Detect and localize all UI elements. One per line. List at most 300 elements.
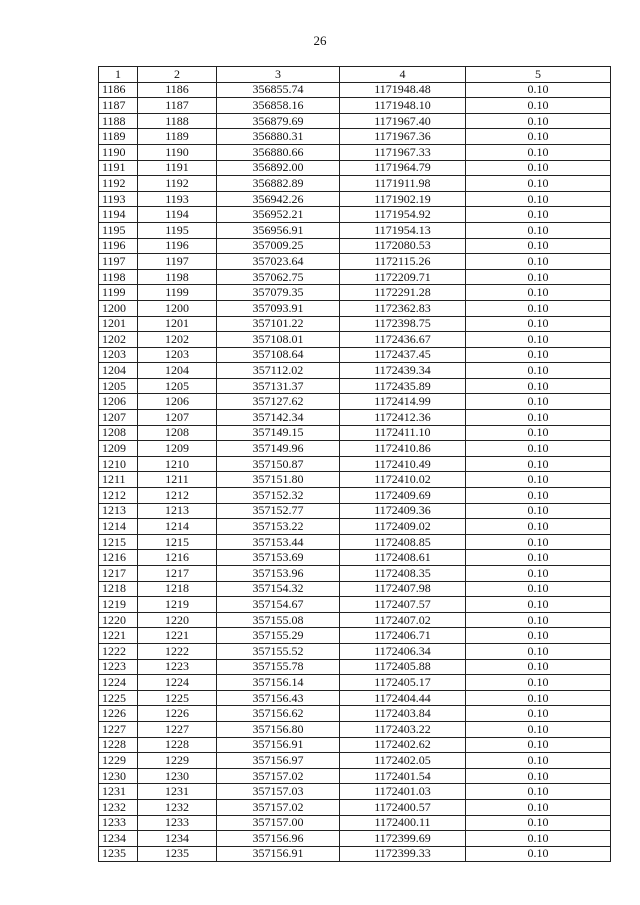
cell-x-coordinate: 357079.35	[217, 285, 340, 301]
cell-point-label: 1209	[138, 441, 217, 457]
table-row	[99, 503, 611, 519]
table-row	[99, 597, 611, 613]
cell-y-coordinate: 1172115.26	[340, 254, 466, 270]
cell-accuracy: 0.10	[466, 222, 611, 238]
cell-x-coordinate: 357127.62	[217, 394, 340, 410]
cell-point-number: 1199	[99, 285, 138, 301]
cell-accuracy: 0.10	[466, 628, 611, 644]
cell-accuracy: 0.10	[466, 363, 611, 379]
table-row	[99, 285, 611, 301]
table-row	[99, 160, 611, 176]
cell-y-coordinate: 1172407.57	[340, 597, 466, 613]
cell-y-coordinate: 1172412.36	[340, 410, 466, 426]
table-row	[99, 550, 611, 566]
table-row	[99, 690, 611, 706]
table-row	[99, 238, 611, 254]
cell-point-number: 1197	[99, 254, 138, 270]
cell-x-coordinate: 357155.08	[217, 612, 340, 628]
cell-accuracy: 0.10	[466, 550, 611, 566]
cell-x-coordinate: 357157.02	[217, 799, 340, 815]
cell-y-coordinate: 1172291.28	[340, 285, 466, 301]
cell-y-coordinate: 1172209.71	[340, 269, 466, 285]
cell-x-coordinate: 357093.91	[217, 300, 340, 316]
cell-accuracy: 0.10	[466, 378, 611, 394]
cell-accuracy: 0.10	[466, 160, 611, 176]
cell-accuracy: 0.10	[466, 706, 611, 722]
cell-point-number: 1196	[99, 238, 138, 254]
cell-accuracy: 0.10	[466, 815, 611, 831]
cell-y-coordinate: 1172408.61	[340, 550, 466, 566]
cell-point-number: 1230	[99, 768, 138, 784]
cell-x-coordinate: 357156.91	[217, 846, 340, 862]
cell-y-coordinate: 1172406.71	[340, 628, 466, 644]
cell-x-coordinate: 357156.14	[217, 675, 340, 691]
cell-y-coordinate: 1172439.34	[340, 363, 466, 379]
cell-point-number: 1232	[99, 799, 138, 815]
cell-y-coordinate: 1172403.84	[340, 706, 466, 722]
cell-point-label: 1226	[138, 706, 217, 722]
cell-accuracy: 0.10	[466, 643, 611, 659]
cell-x-coordinate: 357149.15	[217, 425, 340, 441]
table-row	[99, 316, 611, 332]
cell-point-number: 1231	[99, 784, 138, 800]
cell-point-label: 1197	[138, 254, 217, 270]
cell-x-coordinate: 357156.96	[217, 831, 340, 847]
cell-accuracy: 0.10	[466, 519, 611, 535]
cell-accuracy: 0.10	[466, 425, 611, 441]
cell-point-number: 1234	[99, 831, 138, 847]
table-row	[99, 753, 611, 769]
cell-accuracy: 0.10	[466, 254, 611, 270]
cell-y-coordinate: 1172362.83	[340, 300, 466, 316]
cell-y-coordinate: 1172408.85	[340, 534, 466, 550]
cell-y-coordinate: 1172401.54	[340, 768, 466, 784]
cell-y-coordinate: 1172404.44	[340, 690, 466, 706]
cell-accuracy: 0.10	[466, 784, 611, 800]
cell-accuracy: 0.10	[466, 612, 611, 628]
cell-point-number: 1220	[99, 612, 138, 628]
cell-accuracy: 0.10	[466, 410, 611, 426]
cell-accuracy: 0.10	[466, 113, 611, 129]
cell-accuracy: 0.10	[466, 488, 611, 504]
cell-y-coordinate: 1172410.86	[340, 441, 466, 457]
table-row	[99, 207, 611, 223]
cell-point-label: 1191	[138, 160, 217, 176]
cell-y-coordinate: 1172409.02	[340, 519, 466, 535]
table-row	[99, 628, 611, 644]
table-row	[99, 784, 611, 800]
table-row	[99, 441, 611, 457]
cell-x-coordinate: 357152.32	[217, 488, 340, 504]
cell-y-coordinate: 1171948.10	[340, 98, 466, 114]
cell-point-label: 1204	[138, 363, 217, 379]
table-body	[99, 82, 611, 862]
cell-point-label: 1218	[138, 581, 217, 597]
cell-accuracy: 0.10	[466, 285, 611, 301]
cell-point-label: 1203	[138, 347, 217, 363]
cell-point-number: 1189	[99, 129, 138, 145]
cell-y-coordinate: 1172402.62	[340, 737, 466, 753]
cell-y-coordinate: 1172407.02	[340, 612, 466, 628]
cell-point-label: 1199	[138, 285, 217, 301]
cell-point-label: 1200	[138, 300, 217, 316]
cell-y-coordinate: 1172399.33	[340, 846, 466, 862]
cell-point-label: 1223	[138, 659, 217, 675]
page-number: 26	[313, 33, 327, 48]
cell-x-coordinate: 356952.21	[217, 207, 340, 223]
cell-point-number: 1193	[99, 191, 138, 207]
table-row	[99, 566, 611, 582]
cell-y-coordinate: 1172436.67	[340, 332, 466, 348]
cell-point-label: 1222	[138, 643, 217, 659]
cell-point-number: 1219	[99, 597, 138, 613]
cell-point-label: 1198	[138, 269, 217, 285]
column-header: 5	[466, 67, 611, 83]
cell-y-coordinate: 1172398.75	[340, 316, 466, 332]
cell-point-number: 1201	[99, 316, 138, 332]
cell-accuracy: 0.10	[466, 269, 611, 285]
table-row	[99, 706, 611, 722]
cell-x-coordinate: 357154.67	[217, 597, 340, 613]
cell-point-label: 1233	[138, 815, 217, 831]
cell-y-coordinate: 1172406.34	[340, 643, 466, 659]
cell-point-number: 1223	[99, 659, 138, 675]
cell-point-label: 1192	[138, 176, 217, 192]
cell-accuracy: 0.10	[466, 144, 611, 160]
cell-y-coordinate: 1172080.53	[340, 238, 466, 254]
cell-point-number: 1190	[99, 144, 138, 160]
cell-point-label: 1205	[138, 378, 217, 394]
cell-accuracy: 0.10	[466, 846, 611, 862]
cell-accuracy: 0.10	[466, 332, 611, 348]
cell-x-coordinate: 357154.32	[217, 581, 340, 597]
table-row	[99, 799, 611, 815]
table-row	[99, 534, 611, 550]
table-row	[99, 472, 611, 488]
cell-point-label: 1229	[138, 753, 217, 769]
table-row	[99, 191, 611, 207]
cell-x-coordinate: 357151.80	[217, 472, 340, 488]
table-row	[99, 332, 611, 348]
cell-point-number: 1204	[99, 363, 138, 379]
table-row	[99, 144, 611, 160]
cell-point-label: 1210	[138, 456, 217, 472]
cell-x-coordinate: 357153.69	[217, 550, 340, 566]
cell-point-number: 1221	[99, 628, 138, 644]
cell-accuracy: 0.10	[466, 597, 611, 613]
cell-point-label: 1186	[138, 82, 217, 98]
cell-x-coordinate: 357112.02	[217, 363, 340, 379]
cell-accuracy: 0.10	[466, 456, 611, 472]
table-row	[99, 98, 611, 114]
cell-y-coordinate: 1171902.19	[340, 191, 466, 207]
cell-point-label: 1196	[138, 238, 217, 254]
cell-accuracy: 0.10	[466, 659, 611, 675]
cell-x-coordinate: 357156.62	[217, 706, 340, 722]
cell-y-coordinate: 1172400.57	[340, 799, 466, 815]
cell-point-label: 1202	[138, 332, 217, 348]
table-row	[99, 846, 611, 862]
cell-point-number: 1211	[99, 472, 138, 488]
cell-point-label: 1206	[138, 394, 217, 410]
table-row	[99, 612, 611, 628]
table-row	[99, 831, 611, 847]
cell-point-number: 1188	[99, 113, 138, 129]
cell-point-label: 1214	[138, 519, 217, 535]
cell-accuracy: 0.10	[466, 737, 611, 753]
cell-x-coordinate: 357157.03	[217, 784, 340, 800]
table-row	[99, 815, 611, 831]
cell-accuracy: 0.10	[466, 441, 611, 457]
table-row	[99, 675, 611, 691]
cell-point-label: 1221	[138, 628, 217, 644]
cell-point-label: 1193	[138, 191, 217, 207]
cell-y-coordinate: 1172414.99	[340, 394, 466, 410]
cell-point-number: 1222	[99, 643, 138, 659]
cell-y-coordinate: 1171954.13	[340, 222, 466, 238]
cell-accuracy: 0.10	[466, 472, 611, 488]
cell-x-coordinate: 357155.29	[217, 628, 340, 644]
cell-point-number: 1200	[99, 300, 138, 316]
cell-accuracy: 0.10	[466, 831, 611, 847]
cell-point-label: 1225	[138, 690, 217, 706]
cell-y-coordinate: 1172401.03	[340, 784, 466, 800]
cell-x-coordinate: 356882.89	[217, 176, 340, 192]
cell-point-label: 1234	[138, 831, 217, 847]
table-row	[99, 378, 611, 394]
cell-y-coordinate: 1171967.33	[340, 144, 466, 160]
cell-point-number: 1205	[99, 378, 138, 394]
cell-point-number: 1215	[99, 534, 138, 550]
cell-point-label: 1208	[138, 425, 217, 441]
cell-x-coordinate: 357152.77	[217, 503, 340, 519]
cell-point-number: 1207	[99, 410, 138, 426]
cell-x-coordinate: 356880.66	[217, 144, 340, 160]
cell-point-number: 1218	[99, 581, 138, 597]
table-row	[99, 269, 611, 285]
cell-y-coordinate: 1172410.02	[340, 472, 466, 488]
cell-y-coordinate: 1172403.22	[340, 721, 466, 737]
cell-x-coordinate: 357023.64	[217, 254, 340, 270]
cell-point-number: 1226	[99, 706, 138, 722]
cell-point-label: 1227	[138, 721, 217, 737]
cell-point-number: 1210	[99, 456, 138, 472]
cell-y-coordinate: 1172408.35	[340, 566, 466, 582]
cell-point-label: 1201	[138, 316, 217, 332]
cell-x-coordinate: 356942.26	[217, 191, 340, 207]
cell-point-label: 1215	[138, 534, 217, 550]
cell-point-number: 1209	[99, 441, 138, 457]
cell-accuracy: 0.10	[466, 768, 611, 784]
cell-point-label: 1194	[138, 207, 217, 223]
cell-y-coordinate: 1172402.05	[340, 753, 466, 769]
table-row	[99, 300, 611, 316]
cell-y-coordinate: 1172409.69	[340, 488, 466, 504]
table-row	[99, 488, 611, 504]
cell-accuracy: 0.10	[466, 675, 611, 691]
column-header: 4	[340, 67, 466, 83]
cell-y-coordinate: 1172435.89	[340, 378, 466, 394]
cell-x-coordinate: 357155.52	[217, 643, 340, 659]
cell-x-coordinate: 357009.25	[217, 238, 340, 254]
table-row	[99, 643, 611, 659]
cell-x-coordinate: 357155.78	[217, 659, 340, 675]
cell-point-label: 1219	[138, 597, 217, 613]
cell-point-number: 1194	[99, 207, 138, 223]
cell-point-number: 1203	[99, 347, 138, 363]
cell-point-label: 1187	[138, 98, 217, 114]
cell-x-coordinate: 357062.75	[217, 269, 340, 285]
cell-accuracy: 0.10	[466, 503, 611, 519]
table-row	[99, 456, 611, 472]
column-header: 2	[138, 67, 217, 83]
cell-point-number: 1212	[99, 488, 138, 504]
table-row	[99, 659, 611, 675]
table-row	[99, 113, 611, 129]
cell-accuracy: 0.10	[466, 721, 611, 737]
cell-point-number: 1213	[99, 503, 138, 519]
cell-point-label: 1195	[138, 222, 217, 238]
cell-point-label: 1230	[138, 768, 217, 784]
cell-point-number: 1214	[99, 519, 138, 535]
cell-point-number: 1227	[99, 721, 138, 737]
cell-point-number: 1206	[99, 394, 138, 410]
cell-point-label: 1212	[138, 488, 217, 504]
table-row	[99, 254, 611, 270]
cell-point-label: 1211	[138, 472, 217, 488]
cell-x-coordinate: 357156.80	[217, 721, 340, 737]
table-row	[99, 129, 611, 145]
table-row	[99, 581, 611, 597]
cell-y-coordinate: 1172405.88	[340, 659, 466, 675]
table-row	[99, 425, 611, 441]
cell-accuracy: 0.10	[466, 534, 611, 550]
cell-y-coordinate: 1172407.98	[340, 581, 466, 597]
cell-x-coordinate: 357142.34	[217, 410, 340, 426]
cell-point-number: 1202	[99, 332, 138, 348]
cell-y-coordinate: 1171967.40	[340, 113, 466, 129]
table-row	[99, 737, 611, 753]
cell-x-coordinate: 357157.00	[217, 815, 340, 831]
cell-point-label: 1224	[138, 675, 217, 691]
cell-x-coordinate: 357108.64	[217, 347, 340, 363]
cell-x-coordinate: 357157.02	[217, 768, 340, 784]
cell-accuracy: 0.10	[466, 799, 611, 815]
cell-point-number: 1186	[99, 82, 138, 98]
cell-accuracy: 0.10	[466, 207, 611, 223]
cell-accuracy: 0.10	[466, 238, 611, 254]
table-header-row	[99, 67, 611, 83]
table-row	[99, 768, 611, 784]
cell-x-coordinate: 356879.69	[217, 113, 340, 129]
cell-point-label: 1235	[138, 846, 217, 862]
cell-point-number: 1233	[99, 815, 138, 831]
table-row	[99, 363, 611, 379]
cell-x-coordinate: 356858.16	[217, 98, 340, 114]
cell-point-label: 1220	[138, 612, 217, 628]
cell-point-label: 1207	[138, 410, 217, 426]
cell-point-number: 1225	[99, 690, 138, 706]
cell-x-coordinate: 357150.87	[217, 456, 340, 472]
cell-point-number: 1191	[99, 160, 138, 176]
cell-point-number: 1208	[99, 425, 138, 441]
cell-accuracy: 0.10	[466, 316, 611, 332]
table-row	[99, 82, 611, 98]
table-row	[99, 394, 611, 410]
cell-point-number: 1235	[99, 846, 138, 862]
cell-point-number: 1216	[99, 550, 138, 566]
cell-y-coordinate: 1172409.36	[340, 503, 466, 519]
cell-x-coordinate: 357156.43	[217, 690, 340, 706]
cell-y-coordinate: 1171948.48	[340, 82, 466, 98]
cell-point-label: 1228	[138, 737, 217, 753]
cell-x-coordinate: 357149.96	[217, 441, 340, 457]
cell-point-number: 1198	[99, 269, 138, 285]
cell-y-coordinate: 1172400.11	[340, 815, 466, 831]
cell-y-coordinate: 1171954.92	[340, 207, 466, 223]
cell-point-label: 1217	[138, 566, 217, 582]
cell-point-number: 1217	[99, 566, 138, 582]
cell-y-coordinate: 1171967.36	[340, 129, 466, 145]
cell-y-coordinate: 1172405.17	[340, 675, 466, 691]
column-header: 1	[99, 67, 138, 83]
cell-accuracy: 0.10	[466, 129, 611, 145]
cell-x-coordinate: 357131.37	[217, 378, 340, 394]
table-row	[99, 410, 611, 426]
coordinates-table	[98, 66, 611, 862]
cell-point-number: 1228	[99, 737, 138, 753]
cell-accuracy: 0.10	[466, 98, 611, 114]
cell-x-coordinate: 357153.44	[217, 534, 340, 550]
cell-x-coordinate: 356892.00	[217, 160, 340, 176]
cell-point-label: 1190	[138, 144, 217, 160]
cell-accuracy: 0.10	[466, 176, 611, 192]
cell-accuracy: 0.10	[466, 347, 611, 363]
cell-y-coordinate: 1171911.98	[340, 176, 466, 192]
cell-point-label: 1232	[138, 799, 217, 815]
cell-x-coordinate: 356956.91	[217, 222, 340, 238]
cell-x-coordinate: 356855.74	[217, 82, 340, 98]
cell-point-number: 1229	[99, 753, 138, 769]
cell-point-label: 1213	[138, 503, 217, 519]
cell-point-label: 1231	[138, 784, 217, 800]
cell-x-coordinate: 357101.22	[217, 316, 340, 332]
cell-accuracy: 0.10	[466, 82, 611, 98]
column-header: 3	[217, 67, 340, 83]
cell-x-coordinate: 357156.97	[217, 753, 340, 769]
cell-accuracy: 0.10	[466, 300, 611, 316]
cell-y-coordinate: 1172399.69	[340, 831, 466, 847]
cell-accuracy: 0.10	[466, 394, 611, 410]
cell-y-coordinate: 1172410.49	[340, 456, 466, 472]
cell-y-coordinate: 1171964.79	[340, 160, 466, 176]
cell-x-coordinate: 357156.91	[217, 737, 340, 753]
cell-x-coordinate: 357108.01	[217, 332, 340, 348]
table-row	[99, 519, 611, 535]
cell-x-coordinate: 357153.22	[217, 519, 340, 535]
cell-point-number: 1195	[99, 222, 138, 238]
table-row	[99, 721, 611, 737]
cell-accuracy: 0.10	[466, 566, 611, 582]
cell-accuracy: 0.10	[466, 690, 611, 706]
table-row	[99, 176, 611, 192]
cell-point-label: 1189	[138, 129, 217, 145]
cell-y-coordinate: 1172437.45	[340, 347, 466, 363]
cell-accuracy: 0.10	[466, 191, 611, 207]
cell-point-number: 1187	[99, 98, 138, 114]
cell-accuracy: 0.10	[466, 581, 611, 597]
cell-x-coordinate: 357153.96	[217, 566, 340, 582]
